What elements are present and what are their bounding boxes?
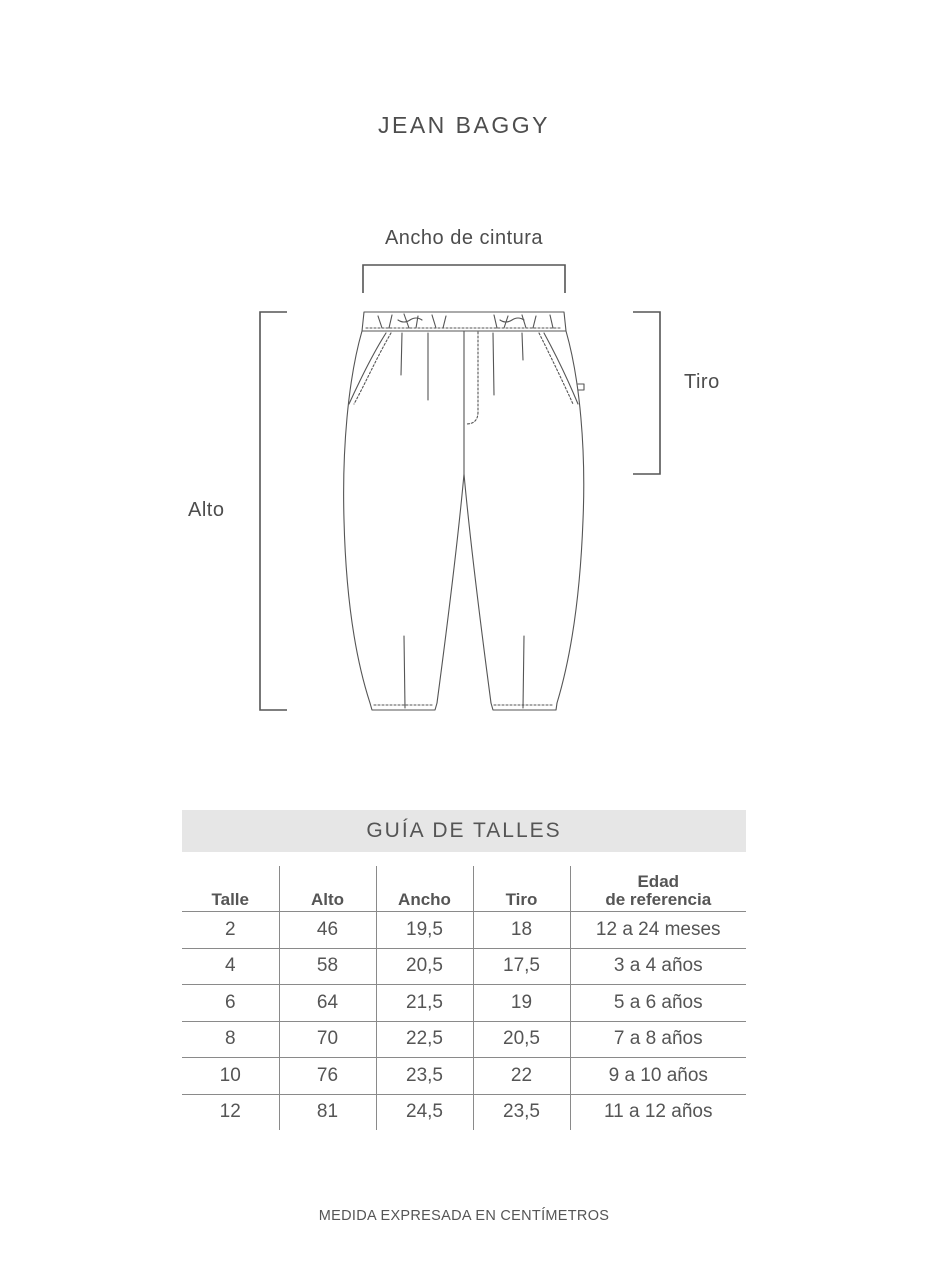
height-label: Alto xyxy=(188,499,225,521)
size-table xyxy=(182,866,746,1130)
waist-bracket xyxy=(363,265,565,293)
cell-size: 8 xyxy=(182,1021,279,1058)
rise-bracket xyxy=(633,312,660,474)
cell-width: 21,5 xyxy=(376,985,473,1022)
cell-age: 5 a 6 años xyxy=(570,985,746,1022)
cell-size: 10 xyxy=(182,1058,279,1095)
table-row xyxy=(182,985,746,1022)
cell-height: 46 xyxy=(279,912,376,949)
cell-width: 20,5 xyxy=(376,948,473,985)
cell-height: 70 xyxy=(279,1021,376,1058)
cell-width: 22,5 xyxy=(376,1021,473,1058)
cell-size: 12 xyxy=(219,1101,241,1123)
cell-size: 2 xyxy=(182,912,279,949)
cell-width: 19,5 xyxy=(376,912,473,949)
cell-age: 3 a 4 años xyxy=(570,948,746,985)
cell-width: 24,5 xyxy=(376,1094,473,1130)
cell-age: 9 a 10 años xyxy=(570,1058,746,1095)
table-row xyxy=(182,1058,746,1095)
cell-rise: 22 xyxy=(473,1058,570,1095)
cell-rise: 18 xyxy=(473,912,570,949)
table-row xyxy=(182,1094,746,1130)
units-footnote: MEDIDA EXPRESADA EN CENTÍMETROS xyxy=(318,1208,610,1224)
cell-rise: 19 xyxy=(473,985,570,1022)
column-header-rise: Tiro xyxy=(473,866,570,912)
cell-height: 64 xyxy=(279,985,376,1022)
cell-height: 58 xyxy=(279,948,376,985)
height-bracket xyxy=(260,312,287,710)
cell-age: 12 a 24 meses xyxy=(570,912,746,949)
table-row xyxy=(182,948,746,985)
pants-line-drawing-icon xyxy=(344,312,584,710)
cell-width: 23,5 xyxy=(376,1058,473,1095)
cell-size: 6 xyxy=(182,985,279,1022)
column-header-width: Ancho xyxy=(376,866,473,912)
column-header-age-line2: de referencia xyxy=(605,890,712,909)
column-header-size: Talle xyxy=(182,866,279,912)
cell-size: 4 xyxy=(182,948,279,985)
rise-label: Tiro xyxy=(684,371,720,393)
cell-age: 11 a 12 años xyxy=(570,1094,746,1130)
cell-rise: 20,5 xyxy=(473,1021,570,1058)
product-title: JEAN BAGGY xyxy=(378,112,550,138)
table-row xyxy=(182,912,746,949)
cell-rise: 23,5 xyxy=(473,1094,570,1130)
table-row xyxy=(182,1021,746,1058)
column-header-height: Alto xyxy=(279,866,376,912)
cell-height: 76 xyxy=(279,1058,376,1095)
cell-age: 7 a 8 años xyxy=(570,1021,746,1058)
size-guide-heading: GUÍA DE TALLES xyxy=(182,810,746,852)
size-guide xyxy=(182,810,746,1130)
column-header-age-line1: Edad xyxy=(637,872,680,891)
cell-rise: 17,5 xyxy=(473,948,570,985)
waist-width-label: Ancho de cintura xyxy=(384,227,544,249)
column-header-age xyxy=(570,866,746,912)
table-header-row xyxy=(182,866,746,912)
cell-height: 81 xyxy=(279,1094,376,1130)
